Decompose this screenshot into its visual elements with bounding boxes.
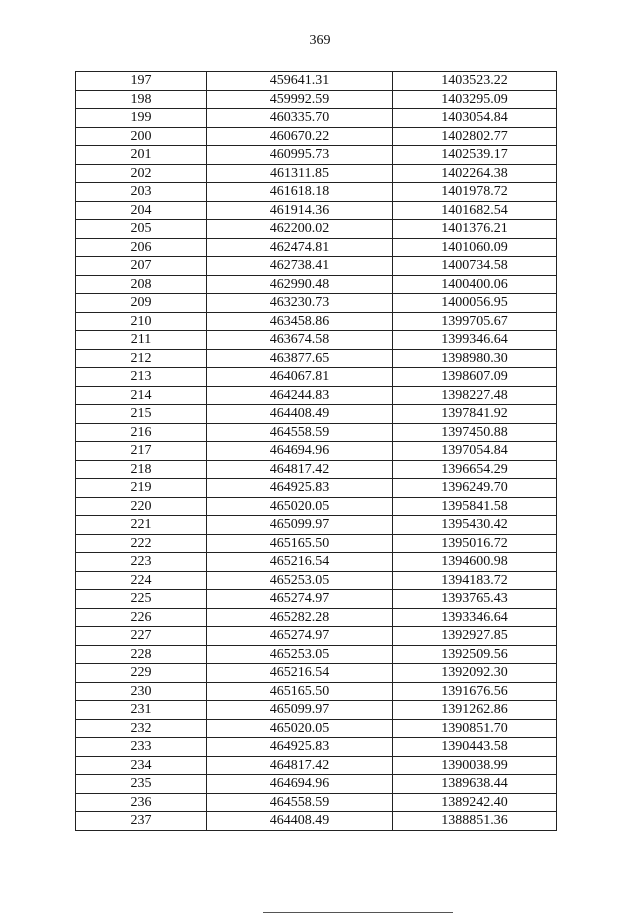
table-row: [76, 534, 557, 553]
table-row: [76, 719, 557, 738]
y-coordinate-cell: 1401682.54: [393, 201, 557, 220]
y-coordinate-cell: 1398607.09: [393, 368, 557, 387]
table-row: [76, 146, 557, 165]
point-number-cell: 206: [76, 238, 207, 257]
x-coordinate-cell: 465253.05: [207, 571, 393, 590]
x-coordinate-cell: 463877.65: [207, 349, 393, 368]
x-coordinate-cell: 464925.83: [207, 479, 393, 498]
y-coordinate-cell: 1400056.95: [393, 294, 557, 313]
x-coordinate-cell: 461914.36: [207, 201, 393, 220]
y-coordinate-cell: 1401978.72: [393, 183, 557, 202]
x-coordinate-cell: 465165.50: [207, 682, 393, 701]
point-number-cell: 229: [76, 664, 207, 683]
table-row: [76, 238, 557, 257]
y-coordinate-cell: 1399346.64: [393, 331, 557, 350]
x-coordinate-cell: 464408.49: [207, 405, 393, 424]
y-coordinate-cell: 1392092.30: [393, 664, 557, 683]
table-row: [76, 109, 557, 128]
table-row: [76, 312, 557, 331]
point-number-cell: 200: [76, 127, 207, 146]
table-row: [76, 405, 557, 424]
x-coordinate-cell: 464244.83: [207, 386, 393, 405]
table-row: [76, 738, 557, 757]
table-row: [76, 331, 557, 350]
point-number-cell: 213: [76, 368, 207, 387]
y-coordinate-cell: 1398227.48: [393, 386, 557, 405]
y-coordinate-cell: 1399705.67: [393, 312, 557, 331]
x-coordinate-cell: 465274.97: [207, 590, 393, 609]
table-row: [76, 183, 557, 202]
table-row: [76, 664, 557, 683]
table-row: [76, 72, 557, 91]
point-number-cell: 222: [76, 534, 207, 553]
y-coordinate-cell: 1393765.43: [393, 590, 557, 609]
table-row: [76, 812, 557, 831]
table-row: [76, 590, 557, 609]
table-row: [76, 553, 557, 572]
x-coordinate-cell: 461311.85: [207, 164, 393, 183]
y-coordinate-cell: 1392927.85: [393, 627, 557, 646]
table-row: [76, 793, 557, 812]
table-row: [76, 294, 557, 313]
x-coordinate-cell: 463230.73: [207, 294, 393, 313]
table-row: [76, 756, 557, 775]
x-coordinate-cell: 460670.22: [207, 127, 393, 146]
point-number-cell: 205: [76, 220, 207, 239]
x-coordinate-cell: 464408.49: [207, 812, 393, 831]
point-number-cell: 219: [76, 479, 207, 498]
table-row: [76, 349, 557, 368]
x-coordinate-cell: 464817.42: [207, 756, 393, 775]
point-number-cell: 210: [76, 312, 207, 331]
point-number-cell: 216: [76, 423, 207, 442]
point-number-cell: 217: [76, 442, 207, 461]
point-number-cell: 209: [76, 294, 207, 313]
y-coordinate-cell: 1397054.84: [393, 442, 557, 461]
point-number-cell: 221: [76, 516, 207, 535]
y-coordinate-cell: 1392509.56: [393, 645, 557, 664]
point-number-cell: 204: [76, 201, 207, 220]
x-coordinate-cell: 459992.59: [207, 90, 393, 109]
x-coordinate-cell: 465165.50: [207, 534, 393, 553]
y-coordinate-cell: 1388851.36: [393, 812, 557, 831]
y-coordinate-cell: 1400400.06: [393, 275, 557, 294]
y-coordinate-cell: 1403054.84: [393, 109, 557, 128]
coordinate-table-container: [75, 71, 556, 831]
y-coordinate-cell: 1402802.77: [393, 127, 557, 146]
x-coordinate-cell: 460995.73: [207, 146, 393, 165]
table-row: [76, 275, 557, 294]
coordinate-table-body: [76, 72, 557, 831]
x-coordinate-cell: 465216.54: [207, 664, 393, 683]
table-row: [76, 608, 557, 627]
point-number-cell: 201: [76, 146, 207, 165]
x-coordinate-cell: 465020.05: [207, 497, 393, 516]
point-number-cell: 237: [76, 812, 207, 831]
point-number-cell: 223: [76, 553, 207, 572]
x-coordinate-cell: 465274.97: [207, 627, 393, 646]
y-coordinate-cell: 1395016.72: [393, 534, 557, 553]
point-number-cell: 208: [76, 275, 207, 294]
y-coordinate-cell: 1397841.92: [393, 405, 557, 424]
table-row: [76, 442, 557, 461]
y-coordinate-cell: 1403295.09: [393, 90, 557, 109]
y-coordinate-cell: 1394600.98: [393, 553, 557, 572]
y-coordinate-cell: 1389242.40: [393, 793, 557, 812]
bottom-divider: [263, 912, 453, 913]
y-coordinate-cell: 1391676.56: [393, 682, 557, 701]
x-coordinate-cell: 462474.81: [207, 238, 393, 257]
x-coordinate-cell: 465216.54: [207, 553, 393, 572]
y-coordinate-cell: 1402264.38: [393, 164, 557, 183]
x-coordinate-cell: 465099.97: [207, 701, 393, 720]
table-row: [76, 701, 557, 720]
table-row: [76, 201, 557, 220]
point-number-cell: 203: [76, 183, 207, 202]
y-coordinate-cell: 1389638.44: [393, 775, 557, 794]
table-row: [76, 775, 557, 794]
table-row: [76, 90, 557, 109]
x-coordinate-cell: 462990.48: [207, 275, 393, 294]
x-coordinate-cell: 464694.96: [207, 442, 393, 461]
page-number: 369: [309, 33, 331, 48]
point-number-cell: 233: [76, 738, 207, 757]
point-number-cell: 225: [76, 590, 207, 609]
table-row: [76, 460, 557, 479]
y-coordinate-cell: 1402539.17: [393, 146, 557, 165]
table-row: [76, 127, 557, 146]
point-number-cell: 230: [76, 682, 207, 701]
x-coordinate-cell: 460335.70: [207, 109, 393, 128]
point-number-cell: 207: [76, 257, 207, 276]
y-coordinate-cell: 1396654.29: [393, 460, 557, 479]
point-number-cell: 224: [76, 571, 207, 590]
x-coordinate-cell: 465253.05: [207, 645, 393, 664]
y-coordinate-cell: 1401376.21: [393, 220, 557, 239]
x-coordinate-cell: 465020.05: [207, 719, 393, 738]
point-number-cell: 198: [76, 90, 207, 109]
table-row: [76, 368, 557, 387]
x-coordinate-cell: 463674.58: [207, 331, 393, 350]
table-row: [76, 645, 557, 664]
point-number-cell: 232: [76, 719, 207, 738]
x-coordinate-cell: 464067.81: [207, 368, 393, 387]
point-number-cell: 202: [76, 164, 207, 183]
x-coordinate-cell: 462200.02: [207, 220, 393, 239]
x-coordinate-cell: 464817.42: [207, 460, 393, 479]
x-coordinate-cell: 459641.31: [207, 72, 393, 91]
y-coordinate-cell: 1393346.64: [393, 608, 557, 627]
point-number-cell: 218: [76, 460, 207, 479]
table-row: [76, 479, 557, 498]
x-coordinate-cell: 462738.41: [207, 257, 393, 276]
y-coordinate-cell: 1394183.72: [393, 571, 557, 590]
x-coordinate-cell: 464558.59: [207, 423, 393, 442]
table-row: [76, 423, 557, 442]
y-coordinate-cell: 1398980.30: [393, 349, 557, 368]
y-coordinate-cell: 1397450.88: [393, 423, 557, 442]
table-row: [76, 164, 557, 183]
point-number-cell: 231: [76, 701, 207, 720]
point-number-cell: 235: [76, 775, 207, 794]
y-coordinate-cell: 1400734.58: [393, 257, 557, 276]
point-number-cell: 226: [76, 608, 207, 627]
table-row: [76, 386, 557, 405]
x-coordinate-cell: 465099.97: [207, 516, 393, 535]
point-number-cell: 234: [76, 756, 207, 775]
y-coordinate-cell: 1390038.99: [393, 756, 557, 775]
y-coordinate-cell: 1403523.22: [393, 72, 557, 91]
y-coordinate-cell: 1390851.70: [393, 719, 557, 738]
point-number-cell: 212: [76, 349, 207, 368]
point-number-cell: 214: [76, 386, 207, 405]
point-number-cell: 211: [76, 331, 207, 350]
point-number-cell: 215: [76, 405, 207, 424]
table-row: [76, 571, 557, 590]
table-row: [76, 220, 557, 239]
table-row: [76, 627, 557, 646]
x-coordinate-cell: 461618.18: [207, 183, 393, 202]
x-coordinate-cell: 463458.86: [207, 312, 393, 331]
table-row: [76, 497, 557, 516]
y-coordinate-cell: 1395430.42: [393, 516, 557, 535]
x-coordinate-cell: 465282.28: [207, 608, 393, 627]
point-number-cell: 197: [76, 72, 207, 91]
x-coordinate-cell: 464694.96: [207, 775, 393, 794]
point-number-cell: 227: [76, 627, 207, 646]
x-coordinate-cell: 464925.83: [207, 738, 393, 757]
y-coordinate-cell: 1395841.58: [393, 497, 557, 516]
y-coordinate-cell: 1391262.86: [393, 701, 557, 720]
y-coordinate-cell: 1390443.58: [393, 738, 557, 757]
x-coordinate-cell: 464558.59: [207, 793, 393, 812]
point-number-cell: 228: [76, 645, 207, 664]
y-coordinate-cell: 1401060.09: [393, 238, 557, 257]
point-number-cell: 236: [76, 793, 207, 812]
table-row: [76, 257, 557, 276]
coordinate-table: [75, 71, 557, 831]
table-row: [76, 516, 557, 535]
y-coordinate-cell: 1396249.70: [393, 479, 557, 498]
table-row: [76, 682, 557, 701]
point-number-cell: 199: [76, 109, 207, 128]
point-number-cell: 220: [76, 497, 207, 516]
